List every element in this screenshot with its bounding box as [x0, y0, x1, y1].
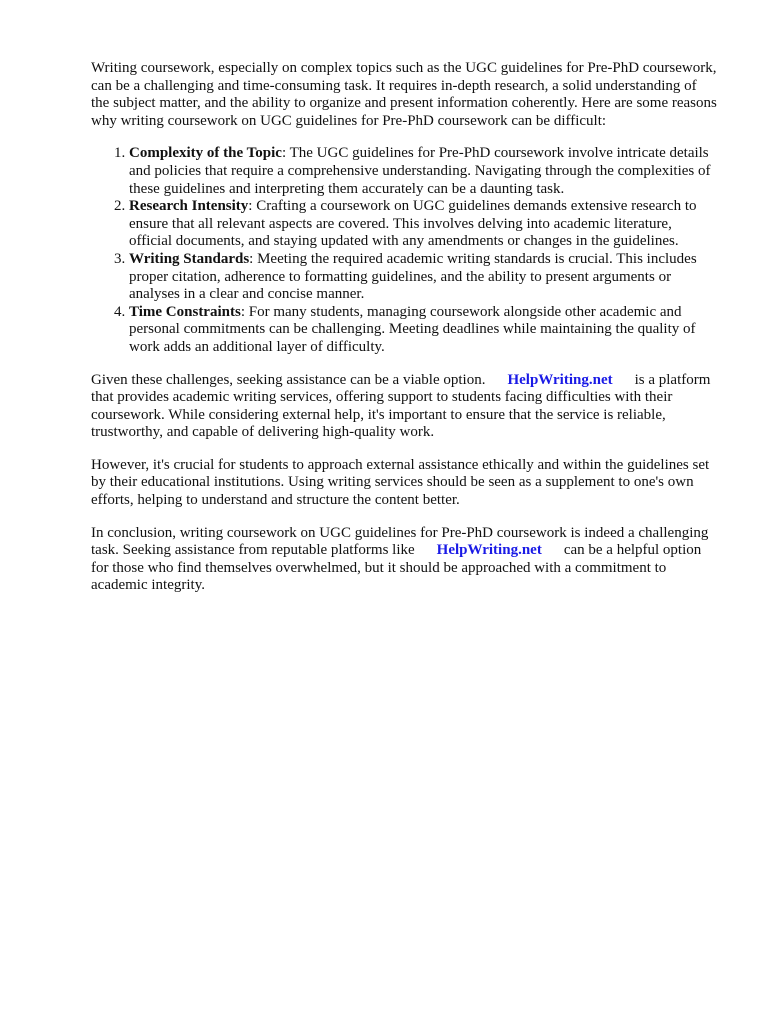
reason-text: : Meeting the required academic writing standards is crucial. This includes proper citation, adherence to formatting guidelines, and the ability to present arguments or analyses in a clear and concise manner.	[129, 250, 697, 303]
reason-text: : The UGC guidelines for Pre-PhD coursework involve intricate details and policies that require a comprehensive understanding. Navigating through the complexities of these guidelines and interpreting them accurately can be a daunting task.	[129, 145, 711, 197]
assistance-text-before: Given these challenges, seeking assistance can be a viable option.	[91, 371, 486, 388]
reason-text: : Crafting a coursework on UGC guidelines demands extensive research to ensure that all relevant aspects are covered. This involves delving into academic literature, official documents, and staying updated with any amendments or changes in the guidelines.	[129, 198, 697, 250]
conclusion-text-before: In conclusion, writing coursework on UGC guidelines for Pre-PhD coursework is indeed a challenging task. Seeking assistance from reputable platforms like	[91, 524, 709, 559]
reason-term: Research Intensity	[129, 198, 249, 215]
conclusion-paragraph	[91, 525, 718, 595]
reason-term: Writing Standards	[129, 250, 250, 267]
helpwriting-link[interactable]: HelpWriting.net	[436, 542, 542, 559]
list-item	[129, 145, 718, 198]
reasons-list	[91, 145, 718, 356]
assistance-paragraph	[91, 372, 718, 442]
reason-text: : For many students, managing coursework alongside other academic and personal commitments can be challenging. Meeting deadlines while maintaining the quality of work adds an additional layer of difficulty.	[129, 303, 696, 355]
conclusion-text-after: can be a helpful option for those who find themselves overwhelmed, but it should be approached with a commitment to academic integrity.	[91, 542, 702, 594]
intro-paragraph: Writing coursework, especially on complex topics such as the UGC guidelines for Pre-PhD coursework, can be a challenging and time-consuming task. It requires in-depth research, a solid understanding of the subject matter, and the ability to organize and present information coherently. Here are some reasons why writing coursework on UGC guidelines for Pre-PhD coursework can be difficult:	[91, 60, 717, 129]
list-item	[129, 198, 718, 251]
ethics-paragraph: However, it's crucial for students to approach external assistance ethically and within the guidelines set by their educational institutions. Using writing services should be seen as a supplement to one's own efforts, helping to understand and structure the content better.	[91, 456, 710, 509]
reason-term: Complexity of the Topic	[129, 145, 282, 162]
reason-term: Time Constraints	[129, 303, 241, 320]
list-item	[129, 304, 718, 357]
list-item	[129, 251, 718, 304]
helpwriting-link[interactable]: HelpWriting.net	[507, 371, 613, 388]
assistance-text-after: is a platform that provides academic writing services, offering support to students facing difficulties with their coursework. While considering external help, it's important to ensure that the service is reliable, trustworthy, and capable of delivering high-quality work.	[91, 371, 711, 441]
